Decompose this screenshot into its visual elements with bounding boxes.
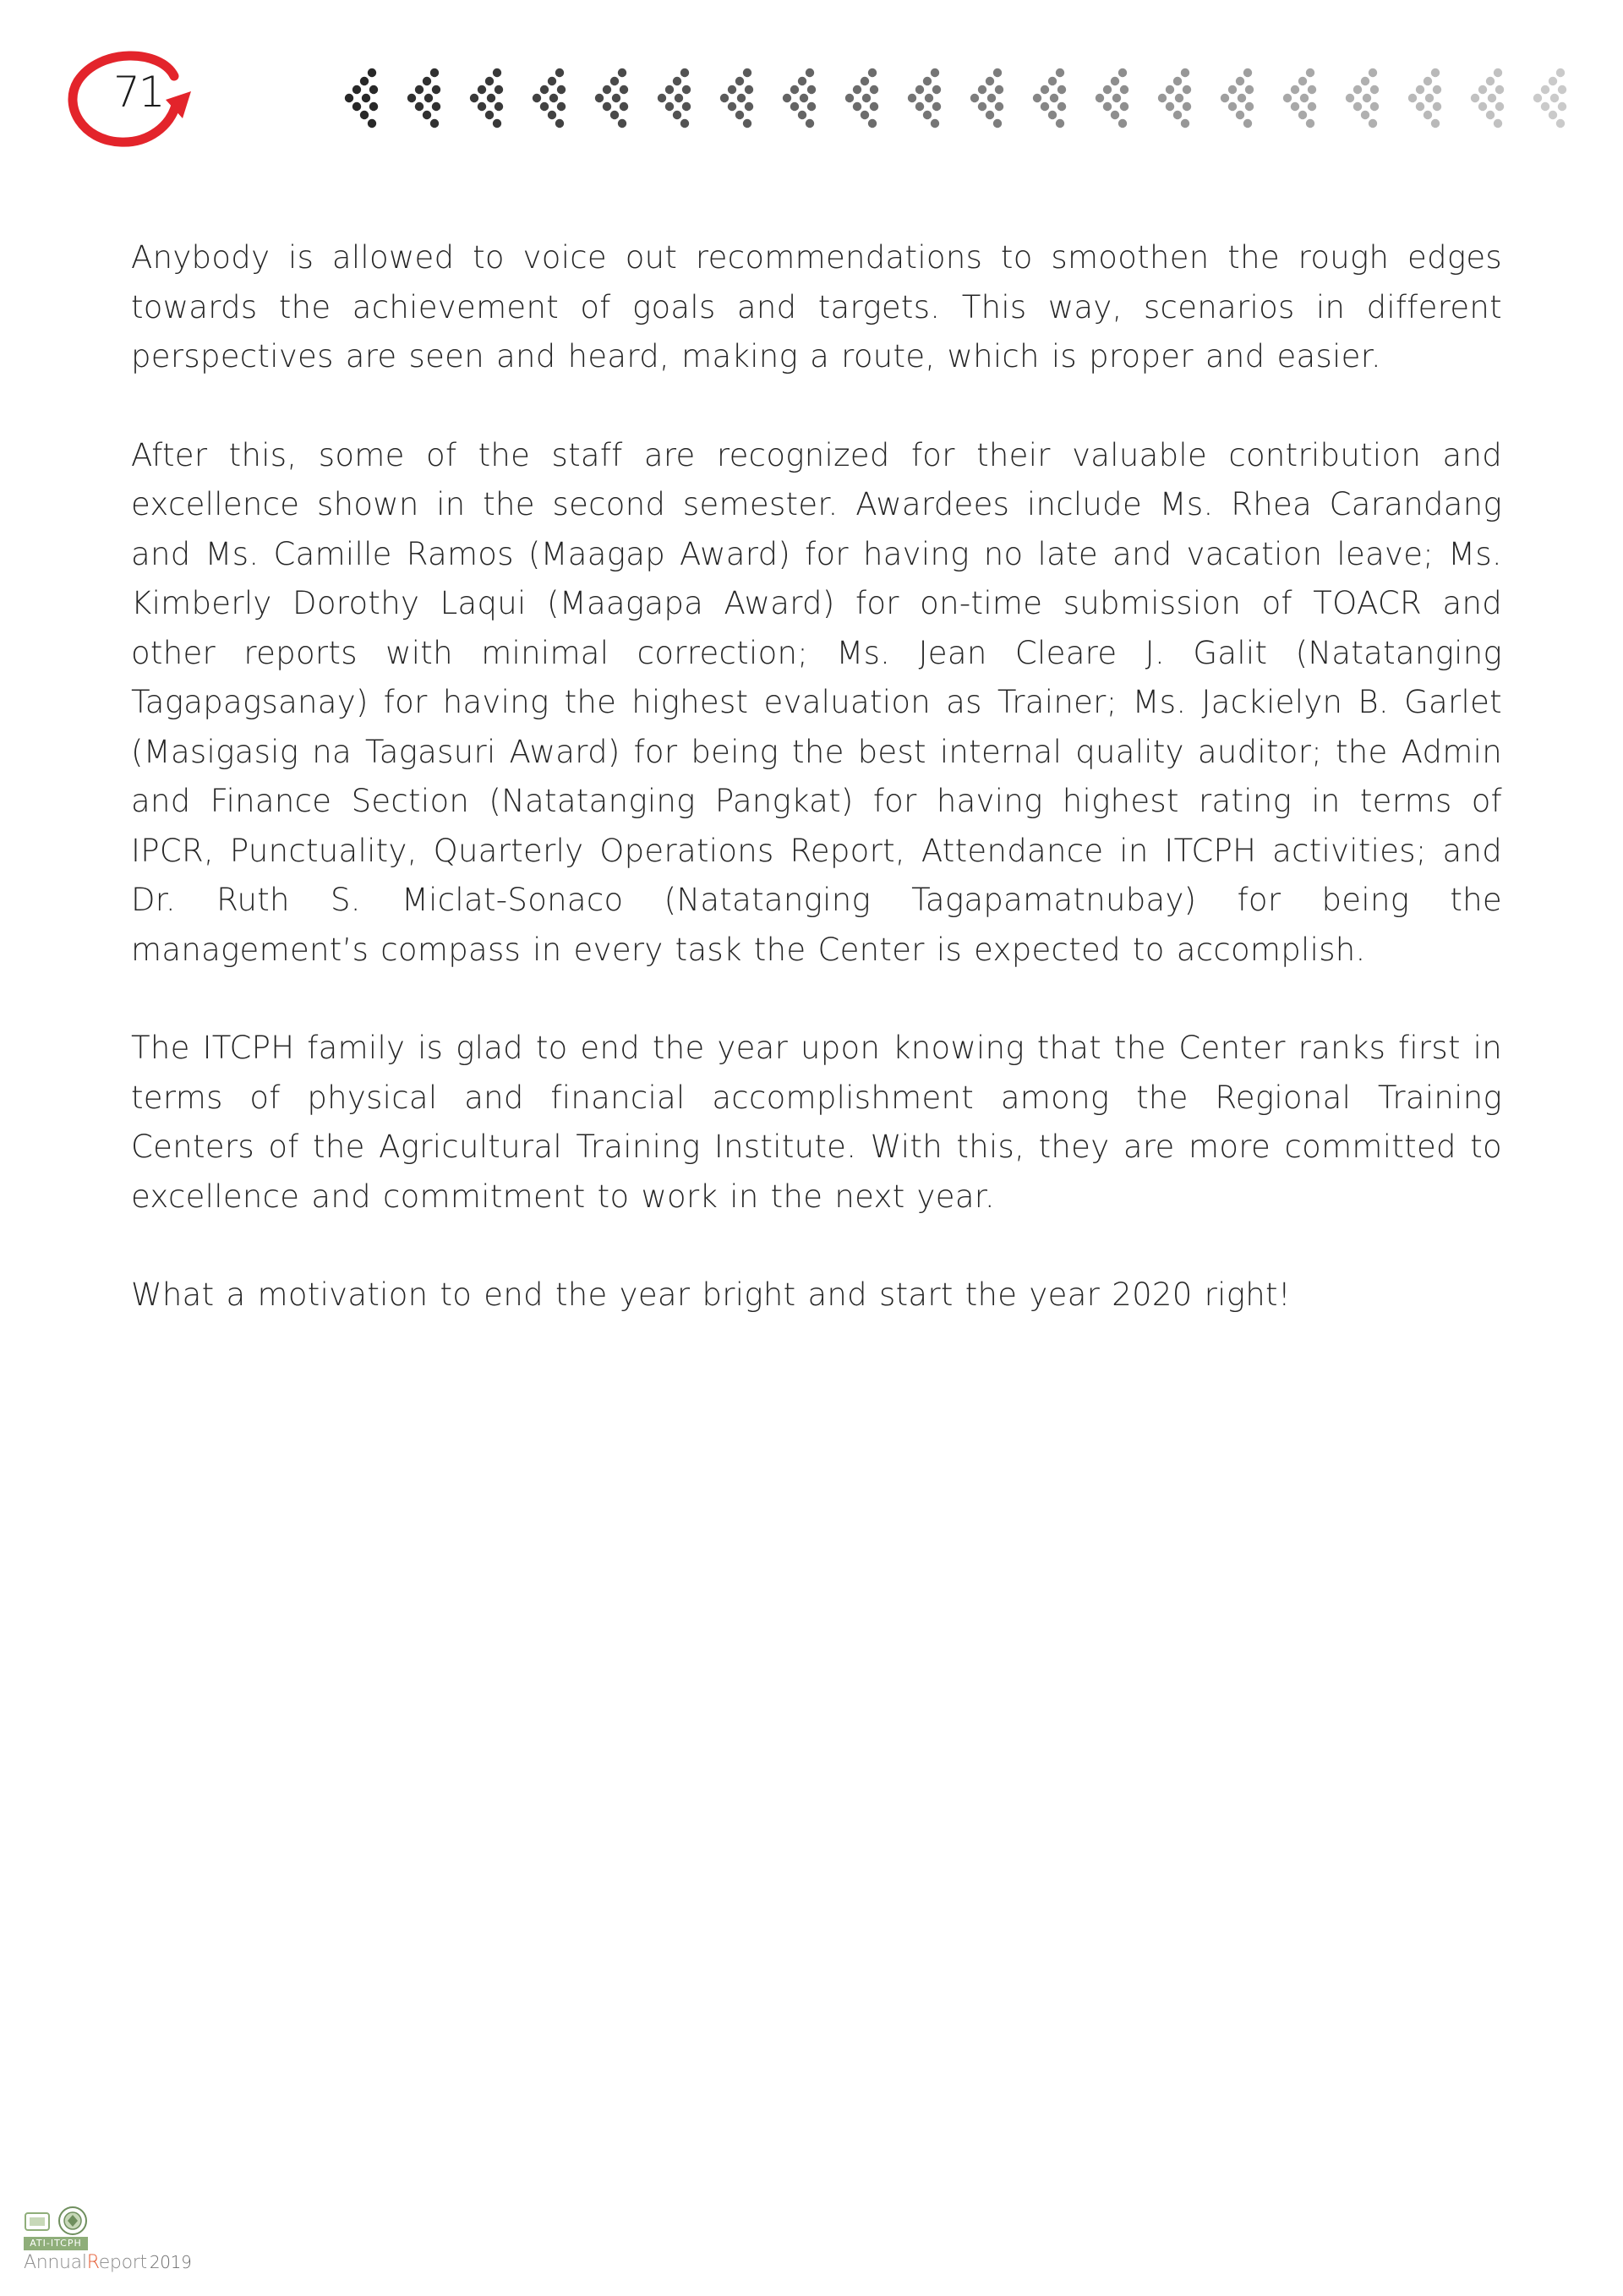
org-strip: ATI-ITCPH bbox=[24, 2237, 88, 2250]
paragraph-ranking: The ITCPH family is glad to end the year upon knowing that the Center ranks first in terms of physical and financial accomplishment among the Regional Training Centers of the Agricultural Training Institute. With this, they are more committed to excellence and commitment to work in the next year. bbox=[131, 1030, 1502, 1215]
report-prefix: Annual bbox=[24, 2252, 87, 2273]
body-text bbox=[131, 233, 1502, 1369]
report-accent: R bbox=[86, 2252, 99, 2273]
chevron-mark bbox=[1033, 68, 1066, 128]
chevron-mark bbox=[1533, 68, 1566, 128]
page-number: 71 bbox=[113, 68, 164, 117]
paragraph-closing: What a motivation to end the year bright and start the year 2020 right! bbox=[131, 1276, 1291, 1313]
chevron-mark bbox=[345, 68, 378, 128]
page-header bbox=[0, 0, 1623, 169]
chevron-mark bbox=[470, 68, 503, 128]
paragraph-awardees: After this, some of the staff are recognized for their valuable contribution and excellence shown in the second semester. Awardees include Ms. Rhea Carandang and Ms. Camille Ramos (Maagap Award) for having no late and vacation leave; Ms. Kimberly Dorothy Laqui (Maagapa Award) for on-time submission of TOACR and other reports with minimal correction; Ms. Jean Cleare J. Galit (Natatanging Tagapagsanay) for having the highest evaluation as Trainer; Ms. Jackielyn B. Garlet (Masigasig na Tagasuri Award) for being the best internal quality auditor; the Admin and Finance Section (Natatanging Pangkat) for having highest rating in terms of IPCR, Punctuality, Quarterly Operations Report, Attendance in ITCPH activities; and Dr. Ruth S. Miclat-Sonaco (Natatanging Tagapamatnubay) for being the management’s compass in every task the Center is expected to accomplish. bbox=[131, 436, 1502, 968]
chevron-mark bbox=[658, 68, 691, 128]
chevron-mark bbox=[407, 68, 440, 128]
report-year: 2019 bbox=[149, 2252, 192, 2272]
chevron-mark bbox=[595, 68, 628, 128]
dotted-chevron-pattern bbox=[342, 61, 1593, 137]
chevron-mark bbox=[1283, 68, 1316, 128]
chevron-mark bbox=[845, 68, 878, 128]
ati-seal-icon bbox=[24, 2205, 91, 2237]
chevron-mark bbox=[783, 68, 816, 128]
chevron-mark bbox=[1346, 68, 1379, 128]
paragraph-suggestions: Anybody is allowed to voice out recommendations to smoothen the rough edges towards the achievement of goals and targets. This way, scenarios in different perspectives are seen and heard, making a route, which is proper and easier. bbox=[131, 239, 1502, 374]
chevron-mark bbox=[908, 68, 941, 128]
chevron-mark bbox=[720, 68, 753, 128]
chevron-mark bbox=[1408, 68, 1441, 128]
chevron-mark bbox=[1158, 68, 1191, 128]
chevron-mark bbox=[1096, 68, 1128, 128]
page-number-badge bbox=[66, 44, 201, 154]
chevron-mark bbox=[1471, 68, 1504, 128]
chevron-mark bbox=[970, 68, 1003, 128]
annual-report-label bbox=[24, 2252, 192, 2273]
chevron-mark bbox=[533, 68, 566, 128]
chevron-mark bbox=[1221, 68, 1254, 128]
footer-logo bbox=[24, 2205, 210, 2281]
report-suffix: eport bbox=[98, 2252, 147, 2273]
